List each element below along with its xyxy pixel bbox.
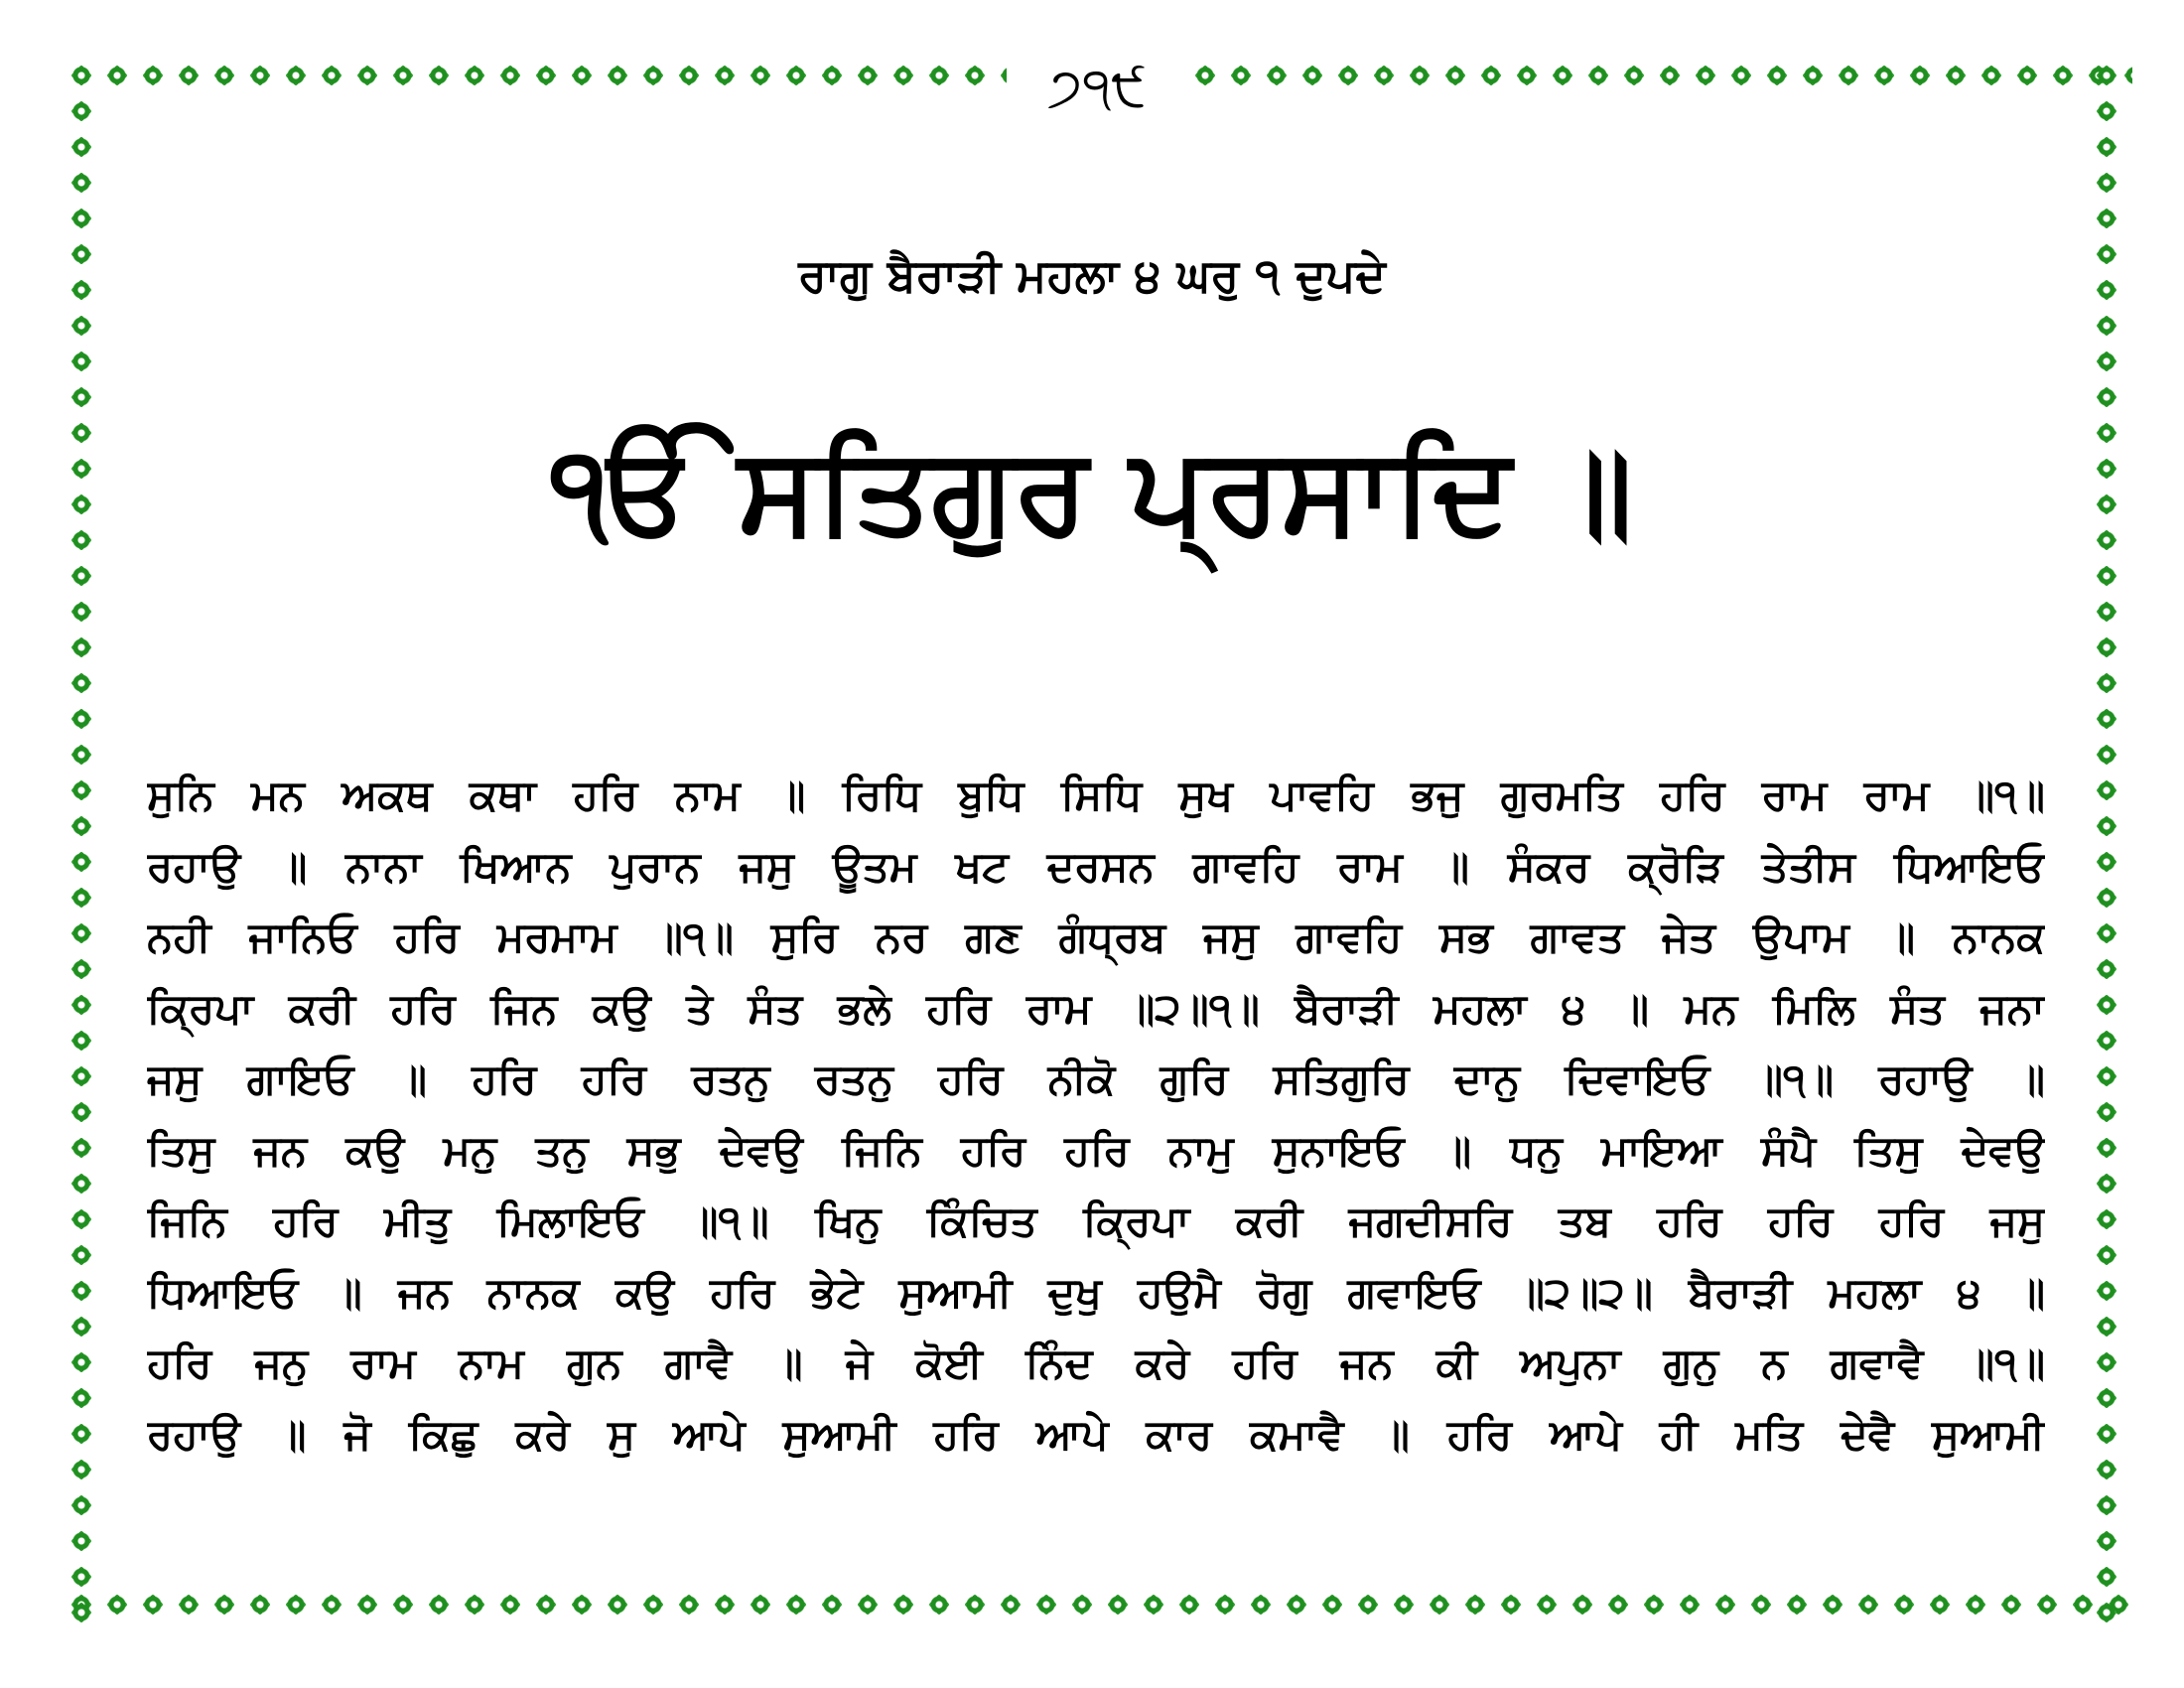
text-line: ਜਸੁ ਗਾਇਓ ॥ ਹਰਿ ਹਰਿ ਰਤਨੁ ਰਤਨੁ ਹਰਿ ਨੀਕੋ ਗੁਰਿ ਸਤਿਗੁਰਿ ਦਾਨੁ ਦਿਵਾਇਓ ॥੧॥ ਰਹਾਉ ॥	[147, 1055, 2045, 1103]
text-line: ਜਿਨਿ ਹਰਿ ਮੀਤੁ ਮਿਲਾਇਓ ॥੧॥ ਖਿਨੁ ਕਿੰਚਿਤ ਕ੍ਰਿਪਾ ਕਰੀ ਜਗਦੀਸਰਿ ਤਬ ਹਰਿ ਹਰਿ ਹਰਿ ਜਸੁ	[147, 1196, 2045, 1245]
text-line: ਧਿਆਇਓ ॥ ਜਨ ਨਾਨਕ ਕਉ ਹਰਿ ਭੇਟੇ ਸੁਆਮੀ ਦੁਖੁ ਹਉਮੈ ਰੋਗੁ ਗਵਾਇਓ ॥੨॥੨॥ ਬੈਰਾੜੀ ਮਹਲਾ ੪ ॥	[147, 1267, 2045, 1317]
text-line: ਰਹਾਉ ॥ ਜੋ ਕਿਛੁ ਕਰੇ ਸੁ ਆਪੇ ਸੁਆਮੀ ਹਰਿ ਆਪੇ ਕਾਰ ਕਮਾਵੈ ॥ ਹਰਿ ਆਪੇ ਹੀ ਮਤਿ ਦੇਵੈ ਸੁਆਮੀ	[147, 1409, 2045, 1459]
page-number: ੭੧੯	[1047, 56, 1147, 118]
raag-heading: ਰਾਗੁ ਬੈਰਾੜੀ ਮਹਲਾ ੪ ਘਰੁ ੧ ਦੁਪਦੇ	[798, 248, 1386, 302]
text-line: ਹਰਿ ਜਨੁ ਰਾਮ ਨਾਮ ਗੁਨ ਗਾਵੈ ॥ ਜੇ ਕੋਈ ਨਿੰਦ ਕਰੇ ਹਰਿ ਜਨ ਕੀ ਅਪੁਨਾ ਗੁਨੁ ਨ ਗਵਾਵੈ ॥੧॥	[147, 1338, 2045, 1387]
flower-border-top-left	[64, 58, 1007, 101]
text-line: ਤਿਸੁ ਜਨ ਕਉ ਮਨੁ ਤਨੁ ਸਭੁ ਦੇਵਉ ਜਿਨਿ ਹਰਿ ਹਰਿ ਨਾਮੁ ਸੁਨਾਇਓ ॥ ਧਨੁ ਮਾਇਆ ਸੰਪੈ ਤਿਸੁ ਦੇਵਉ	[147, 1125, 2045, 1175]
flower-border-bottom	[64, 1587, 2132, 1630]
scripture-text	[147, 760, 2045, 1465]
mool-mantar-title: ੴ ਸਤਿਗੁਰ ਪ੍ਰਸਾਦਿ ॥	[551, 422, 1633, 560]
text-line: ਕ੍ਰਿਪਾ ਕਰੀ ਹਰਿ ਜਿਨ ਕਉ ਤੇ ਸੰਤ ਭਲੇ ਹਰਿ ਰਾਮ ॥੨॥੧॥ ਬੈਰਾੜੀ ਮਹਲਾ ੪ ॥ ਮਨ ਮਿਲਿ ਸੰਤ ਜਨਾ	[147, 983, 2045, 1033]
flower-border-top-right	[1187, 58, 2132, 101]
text-line: ਰਹਾਉ ॥ ਨਾਨਾ ਖਿਆਨ ਪੁਰਾਨ ਜਸੁ ਊਤਮ ਖਟ ਦਰਸਨ ਗਾਵਹਿ ਰਾਮ ॥ ਸੰਕਰ ਕ੍ਰੋੜਿ ਤੇਤੀਸ ਧਿਆਇਓ	[147, 841, 2045, 891]
text-line: ਨਹੀ ਜਾਨਿਓ ਹਰਿ ਮਰਮਾਮ ॥੧॥ ਸੁਰਿ ਨਰ ਗਣ ਗੰਧ੍ਰਬ ਜਸੁ ਗਾਵਹਿ ਸਭ ਗਾਵਤ ਜੇਤ ਉਪਾਮ ॥ ਨਾਨਕ	[147, 913, 2045, 961]
text-line: ਸੁਨਿ ਮਨ ਅਕਥ ਕਥਾ ਹਰਿ ਨਾਮ ॥ ਰਿਧਿ ਬੁਧਿ ਸਿਧਿ ਸੁਖ ਪਾਵਹਿ ਭਜੁ ਗੁਰਮਤਿ ਹਰਿ ਰਾਮ ਰਾਮ ॥੧॥	[147, 771, 2045, 819]
